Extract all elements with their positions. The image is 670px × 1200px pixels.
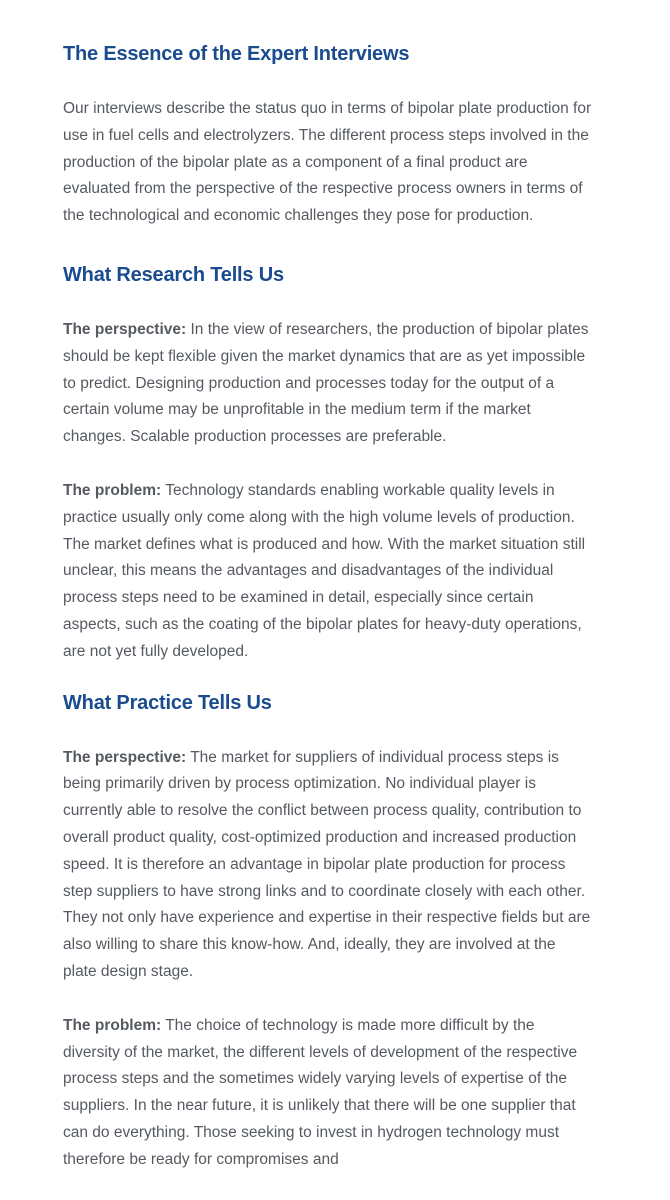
research-problem-paragraph <box>63 478 593 666</box>
expert-interviews-paragraph: Our interviews describe the status quo in terms of bipolar plate production for use in fuel cells and electrolyzers. The different process steps involved in the production of the bipolar plate as a component of a final product are evaluated from the perspective of the respective process owners in terms of the technological and economic challenges they pose for production. <box>63 100 592 225</box>
research-perspective-paragraph <box>63 317 593 451</box>
section-heading-research: What Research Tells Us <box>63 263 284 286</box>
problem-text: Technology standards enabling workable quality levels in practice usually only come along with the high volume levels of production. The market defines what is produced and how. With the market situation still unclear, this means the advantages and disadvantages of the individual process steps need to be examined in detail, especially since certain aspects, such as the coating of the bipolar plates for heavy-duty operations, are not yet fully developed. <box>63 481 586 660</box>
perspective-label: The perspective: <box>63 748 187 766</box>
practice-problem-paragraph <box>63 1013 593 1174</box>
problem-text: The choice of technology is made more difficult by the diversity of the market, the different levels of development of the respective process steps and the sometimes widely varying levels of expertise of the suppliers. In the near future, it is unlikely that there will be one supplier that can do everything. Those seeking to invest in hydrogen technology must therefore be ready for compromises and <box>63 1016 578 1168</box>
perspective-label: The perspective: <box>63 320 187 338</box>
perspective-text: In the view of researchers, the production of bipolar plates should be kept flexible given the market dynamics that are as yet impossible to predict. Designing production and processes today for the output of a certain volume may be unprofitable in the medium term if the market changes. Scalable production processes are preferable. <box>63 320 589 446</box>
practice-perspective-paragraph <box>63 745 593 986</box>
perspective-text: The market for suppliers of individual process steps is being primarily driven by process optimization. No individual player is currently able to resolve the conflict between process quality, contribution to overall product quality, cost-optimized production and increased production speed. It is therefore an advantage in bipolar plate production for process step suppliers to have strong links and to coordinate closely with each other. They not only have experience and expertise in their respective fields but are also willing to share this know-how. And, ideally, they are involved at the plate design stage. <box>63 748 591 980</box>
section-heading-expert-interviews: The Essence of the Expert Interviews <box>63 43 410 65</box>
article <box>63 40 593 1174</box>
problem-label: The problem: <box>63 1016 162 1034</box>
section-heading-practice: What Practice Tells Us <box>63 691 272 714</box>
problem-label: The problem: <box>63 481 162 499</box>
